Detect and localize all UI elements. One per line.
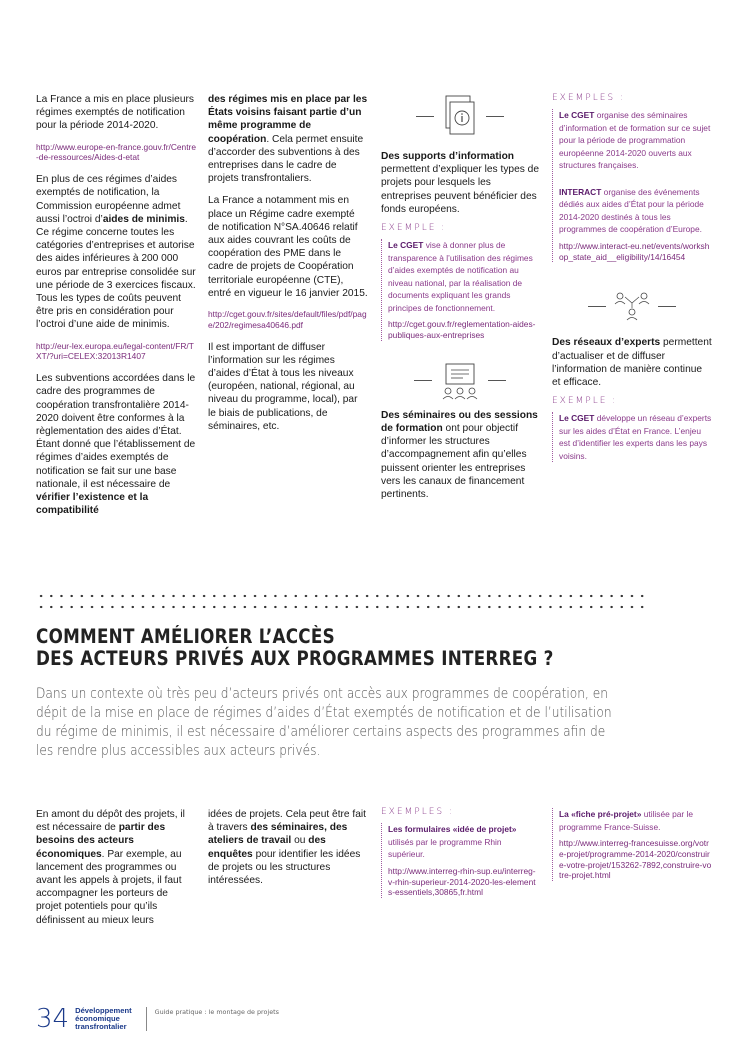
- bottom-column-4: [552, 808, 712, 887]
- column-1: [36, 93, 196, 526]
- bold-text: des enquêtes: [208, 835, 326, 860]
- experts-icon-row: [552, 282, 712, 330]
- bold-text: Des supports d’information: [381, 151, 515, 162]
- text: En plus de ces régimes d’aides exemptés de notification, la Commission européenne admet aussi l’octroi d’: [36, 174, 181, 225]
- paragraph-experts: [552, 336, 712, 389]
- support-icon-row: [381, 88, 539, 144]
- page-number: 34: [36, 1004, 70, 1034]
- bottom-column-1: [36, 808, 196, 936]
- paragraph: [36, 808, 196, 927]
- example-item: [559, 109, 712, 172]
- document-info-icon: [440, 94, 480, 138]
- paragraph: [208, 808, 368, 887]
- seminar-board-icon: [438, 361, 482, 401]
- paragraph-seminaires: [381, 409, 539, 501]
- paragraph-supports: [381, 150, 539, 216]
- examples-label: EXEMPLES :: [381, 807, 455, 817]
- text: permettent d’actualiser et de diffuser l’information de manière continue et efficace.: [552, 337, 712, 388]
- column-2: [208, 93, 368, 442]
- example-box: [381, 239, 539, 341]
- paragraph-diffuser: Il est important de diffuser l’information sur les régimes d’aides d’État à tous les niveaux (européen, national, régional, au niveau du programme, local), par le biais de publications, de séminaires, etc.: [208, 341, 358, 432]
- column-3: [381, 90, 539, 510]
- link-eur-lex[interactable]: http://eur-lex.europa.eu/legal-content/FR/TXT/?uri=CELEX:32013R1407: [36, 340, 194, 362]
- bold-text: vérifier l’existence et la compatibilité: [36, 492, 149, 517]
- text: permettent d’expliquer les types de projets pour lesquels les entreprises peuvent bénéficier des fonds européens.: [381, 164, 539, 215]
- page-footer: [36, 1004, 279, 1034]
- example-box: [552, 808, 712, 881]
- example-text: utilisée par le programme France-Suisse.: [559, 809, 694, 832]
- text: pour identifier les idées de projets ou les structures intéressées.: [208, 848, 361, 887]
- divider: [486, 116, 504, 117]
- paragraph: La France a mis en place plusieurs régimes exemptés de notification pour la période 2014-2020.: [36, 94, 194, 132]
- bold-text: Des séminaires ou des sessions de formation: [381, 409, 538, 435]
- brand-line: Développement: [75, 1005, 132, 1015]
- text: idées de projets. Cela peut être fait à travers: [208, 809, 367, 834]
- example-strong: Le CGET: [559, 110, 595, 121]
- link-interreg-francesuisse[interactable]: http://www.interreg-francesuisse.org/votre-projet/programme-2014-2020/construire-votre-projet/153262-7892,construire-votre-projet.html: [559, 838, 712, 881]
- paragraph-regimes-voisins: [208, 93, 368, 185]
- divider: [658, 306, 676, 307]
- example-text: utilisés par le programme Rhin supérieur.: [388, 836, 502, 860]
- text: . Ce régime concerne toutes les catégories d’entreprises et autorise des aides inférieures à 200 000 euros par entreprise consolidée sur une période de 3 exercices fiscaux. Tous les types de coûts peuvent être pris en considération pour l’octroi d’une aide de minimis.: [36, 213, 196, 331]
- example-strong: Le CGET: [388, 240, 424, 251]
- column-4: [552, 92, 712, 462]
- example-strong: INTERACT: [559, 186, 602, 197]
- bold-text: des régimes mis en place par les États voisins faisant partie d’un même programme de coopération: [208, 94, 368, 145]
- dotted-divider: [36, 605, 648, 609]
- examples-box: [381, 823, 539, 898]
- text: En amont du dépôt des projets, il est nécessaire de: [36, 809, 185, 834]
- text: ont pour objectif d’informer les structures d’accompagnement afin qu’elles puissent orienter les entreprises vers les canaux de financement pertinents.: [381, 423, 527, 501]
- text: . Cela permet ensuite d’accorder des subventions à des entreprises dans le cadre de projets transfrontaliers.: [208, 133, 364, 185]
- text: . Par exemple, au lancement des programmes ou avant les appels à projets, il faut accompagner les porteurs de projet potentiels pour qu’ils définissent au mieux leurs: [36, 848, 182, 926]
- example-label: EXEMPLE :: [381, 223, 447, 234]
- section-title-line: COMMENT AMÉLIORER L’ACCÈS: [36, 625, 335, 648]
- paragraph-de-minimis: [36, 173, 196, 331]
- link-interreg-rhin-sup[interactable]: http://www.interreg-rhin-sup.eu/interreg-v-rhin-superieur-2014-2020-les-elements-essentiels,30865,fr.html: [388, 865, 536, 898]
- link-europe-en-france[interactable]: http://www.europe-en-france.gouv.fr/Centre-de-ressources/Aides-d-etat: [36, 141, 196, 163]
- divider: [414, 380, 432, 381]
- section-title: [36, 626, 569, 670]
- brand-line: transfrontalier: [75, 1022, 127, 1032]
- paragraph-subventions: [36, 372, 196, 517]
- examples-label: EXEMPLES :: [552, 93, 626, 103]
- bold-text: aides de minimis: [102, 213, 185, 225]
- bottom-column-3: [381, 806, 539, 904]
- example-strong: Le CGET: [559, 413, 595, 424]
- expert-network-icon: [612, 287, 652, 325]
- divider: [416, 116, 434, 117]
- example-label: EXEMPLE :: [552, 396, 618, 407]
- link-interact[interactable]: http://www.interact-eu.net/events/workshop_state_aid__eligibility/14/16454: [559, 240, 710, 262]
- example-text: développe un réseau d’experts sur les aides d’État en France. L’enjeu est d’identifier les experts dans les pays voisins.: [559, 413, 712, 461]
- example-box: [552, 412, 712, 462]
- section-intro: Dans un contexte où très peu d’acteurs privés ont accès aux programmes de coopération, en dépit de la mise en place de régimes d’aides d’État exemptés de notification et de l’utilisation du régime de minimis, il est nécessaire d’améliorer certains aspects des programmes afin de les rendre plus accessibles aux acteurs privés.: [36, 686, 612, 759]
- examples-box: [552, 109, 712, 262]
- text: Les subventions accordées dans le cadre des programmes de coopération transfrontalière 2014-2020 doivent être conformes à la règlementation des aides d’État. Étant donné que l’établissement de régimes d’aides exemptés de notification se fait sur une base nationale, il est nécessaire de: [36, 373, 196, 490]
- brand-line: économique: [75, 1013, 120, 1023]
- bottom-column-2: [208, 808, 368, 896]
- brand-logo-text: [75, 1007, 132, 1032]
- dotted-divider: [36, 594, 648, 598]
- example-strong: Les formulaires «idée de projet»: [388, 824, 517, 835]
- seminar-icon-row: [381, 359, 539, 403]
- footer-divider: [146, 1007, 147, 1031]
- section-title-line: DES ACTEURS PRIVÉS AUX PROGRAMMES INTERREG ?: [36, 647, 554, 670]
- link-cget-reglementation[interactable]: http://cget.gouv.fr/reglementation-aides-publiques-aux-entreprises: [388, 319, 536, 341]
- guide-title: Guide pratique : le montage de projets: [154, 1008, 279, 1016]
- bold-text: Des réseaux d’experts: [552, 337, 661, 349]
- text: ou: [291, 835, 309, 847]
- example-text: vise à donner plus de transparence à l’utilisation des régimes d’aides exemptés de notification au niveau national, par la réalisation de documents expliquant les grands principes de fonctionnement.: [388, 240, 533, 313]
- example-strong: La «fiche pré-projet»: [559, 809, 642, 819]
- link-cget-regime[interactable]: http://cget.gouv.fr/sites/default/files/pdf/page/202/regimesa40646.pdf: [208, 309, 367, 330]
- example-text: organise des événements dédiés aux aides d’État pour la période 2014-2020 destinés à tous les programmes de coopération d’Europe.: [559, 186, 704, 235]
- example-item: [559, 186, 712, 236]
- example-text: organise des séminaires d’information et de formation sur ce sujet pour la période de programmation européenne 2014-2020 ouverts aux structures françaises.: [559, 110, 711, 171]
- bold-text: des séminaires, des ateliers de travail: [208, 822, 348, 847]
- divider: [488, 380, 506, 381]
- bold-text: partir des besoins des acteurs économiques: [36, 822, 166, 860]
- divider: [588, 306, 606, 307]
- paragraph-regime-cadre: La France a notamment mis en place un Régime cadre exempté de notification N°SA.40646 relatif aux aides couvrant les coûts de coopération des PME dans le cadre de projets de Coopération territoriale européenne (CTE), entré en vigueur le 16 janvier 2015.: [208, 195, 368, 299]
